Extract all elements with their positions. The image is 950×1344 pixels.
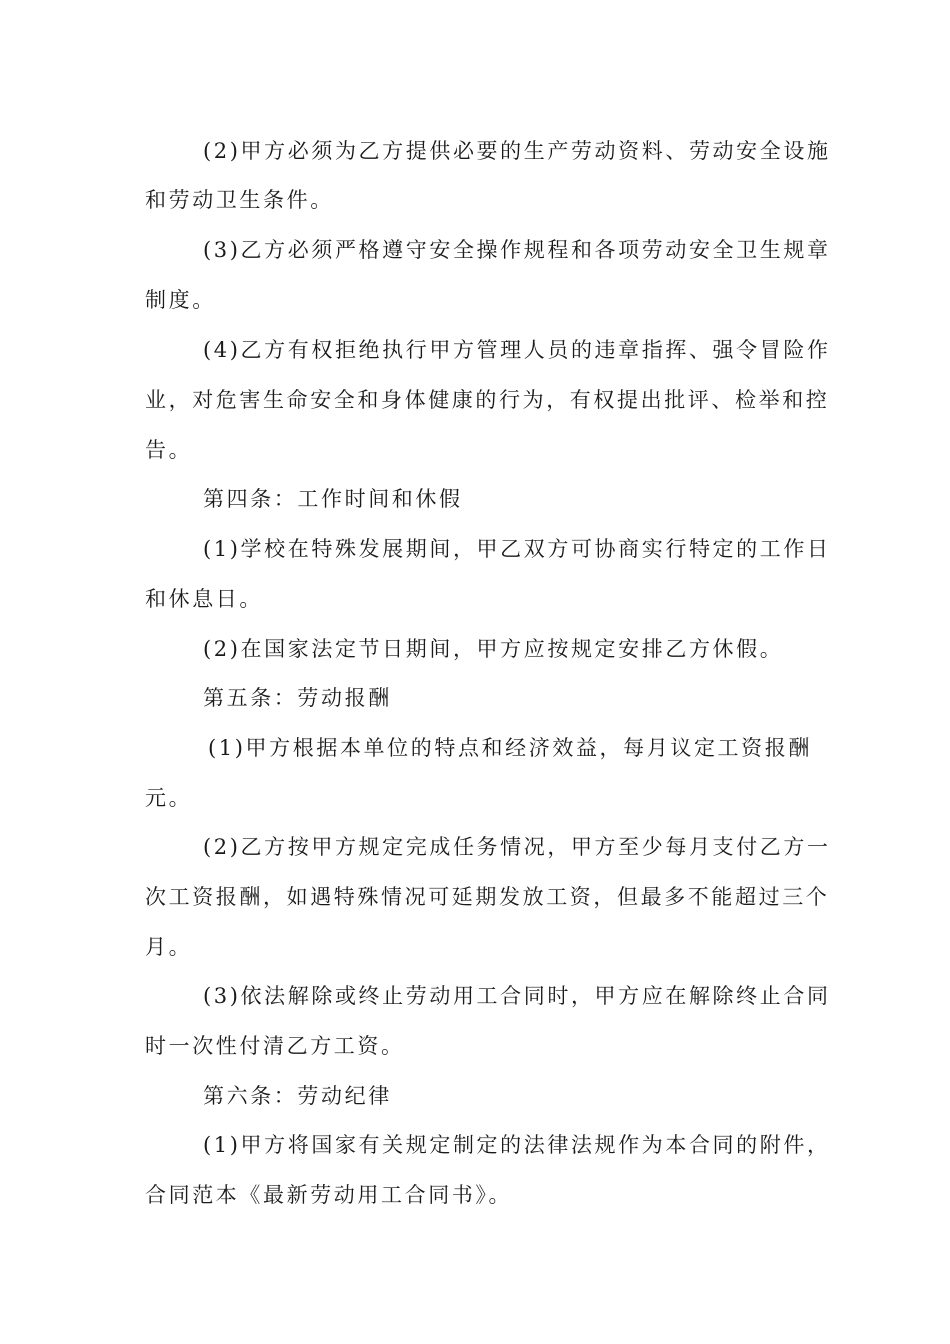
clause-6-item-1-line-1: (1)甲方将国家有关规定制定的法律法规作为本合同的附件， [203,1133,831,1157]
clause-3-item-3-line-1: (3)乙方必须严格遵守安全操作规程和各项劳动安全卫生规章 [203,238,831,262]
clause-5-item-2-line-3: 月。 [145,935,193,959]
clause-5-item-1-line-1: (1)甲方根据本单位的特点和经济效益，每月议定工资报酬 [208,736,812,760]
clause-3-item-4-line-1: (4)乙方有权拒绝执行甲方管理人员的违章指挥、强令冒险作 [203,338,831,362]
clause-5-item-3-line-1: (3)依法解除或终止劳动用工合同时，甲方应在解除终止合同 [203,984,831,1008]
clause-3-item-2-line-1: (2)甲方必须为乙方提供必要的生产劳动资料、劳动安全设施 [203,139,831,163]
clause-3-item-2-line-2: 和劳动卫生条件。 [145,188,334,212]
clause-5-item-3-line-2: 时一次性付清乙方工资。 [145,1034,405,1058]
clause-5-item-1-line-2: 元。 [145,786,193,810]
clause-5-item-2-line-1: (2)乙方按甲方规定完成任务情况，甲方至少每月支付乙方一 [203,835,831,859]
section-heading-article-6: 第六条：劳动纪律 [203,1084,392,1108]
clause-3-item-3-line-2: 制度。 [145,288,216,312]
clause-4-item-2-line-1: (2)在国家法定节日期间，甲方应按规定安排乙方休假。 [203,637,784,661]
section-heading-article-5: 第五条：劳动报酬 [203,686,392,710]
clause-3-item-4-line-3: 告。 [145,438,193,462]
section-heading-article-4: 第四条：工作时间和休假 [203,487,463,511]
clause-4-item-1-line-1: (1)学校在特殊发展期间，甲乙双方可协商实行特定的工作日 [203,537,831,561]
clause-6-item-1-line-2: 合同范本《最新劳动用工合同书》。 [145,1183,513,1207]
clause-4-item-1-line-2: 和休息日。 [145,587,263,611]
clause-3-item-4-line-2: 业，对危害生命安全和身体健康的行为，有权提出批评、检举和控 [145,388,830,412]
clause-5-item-2-line-2: 次工资报酬，如遇特殊情况可延期发放工资，但最多不能超过三个 [145,885,830,909]
